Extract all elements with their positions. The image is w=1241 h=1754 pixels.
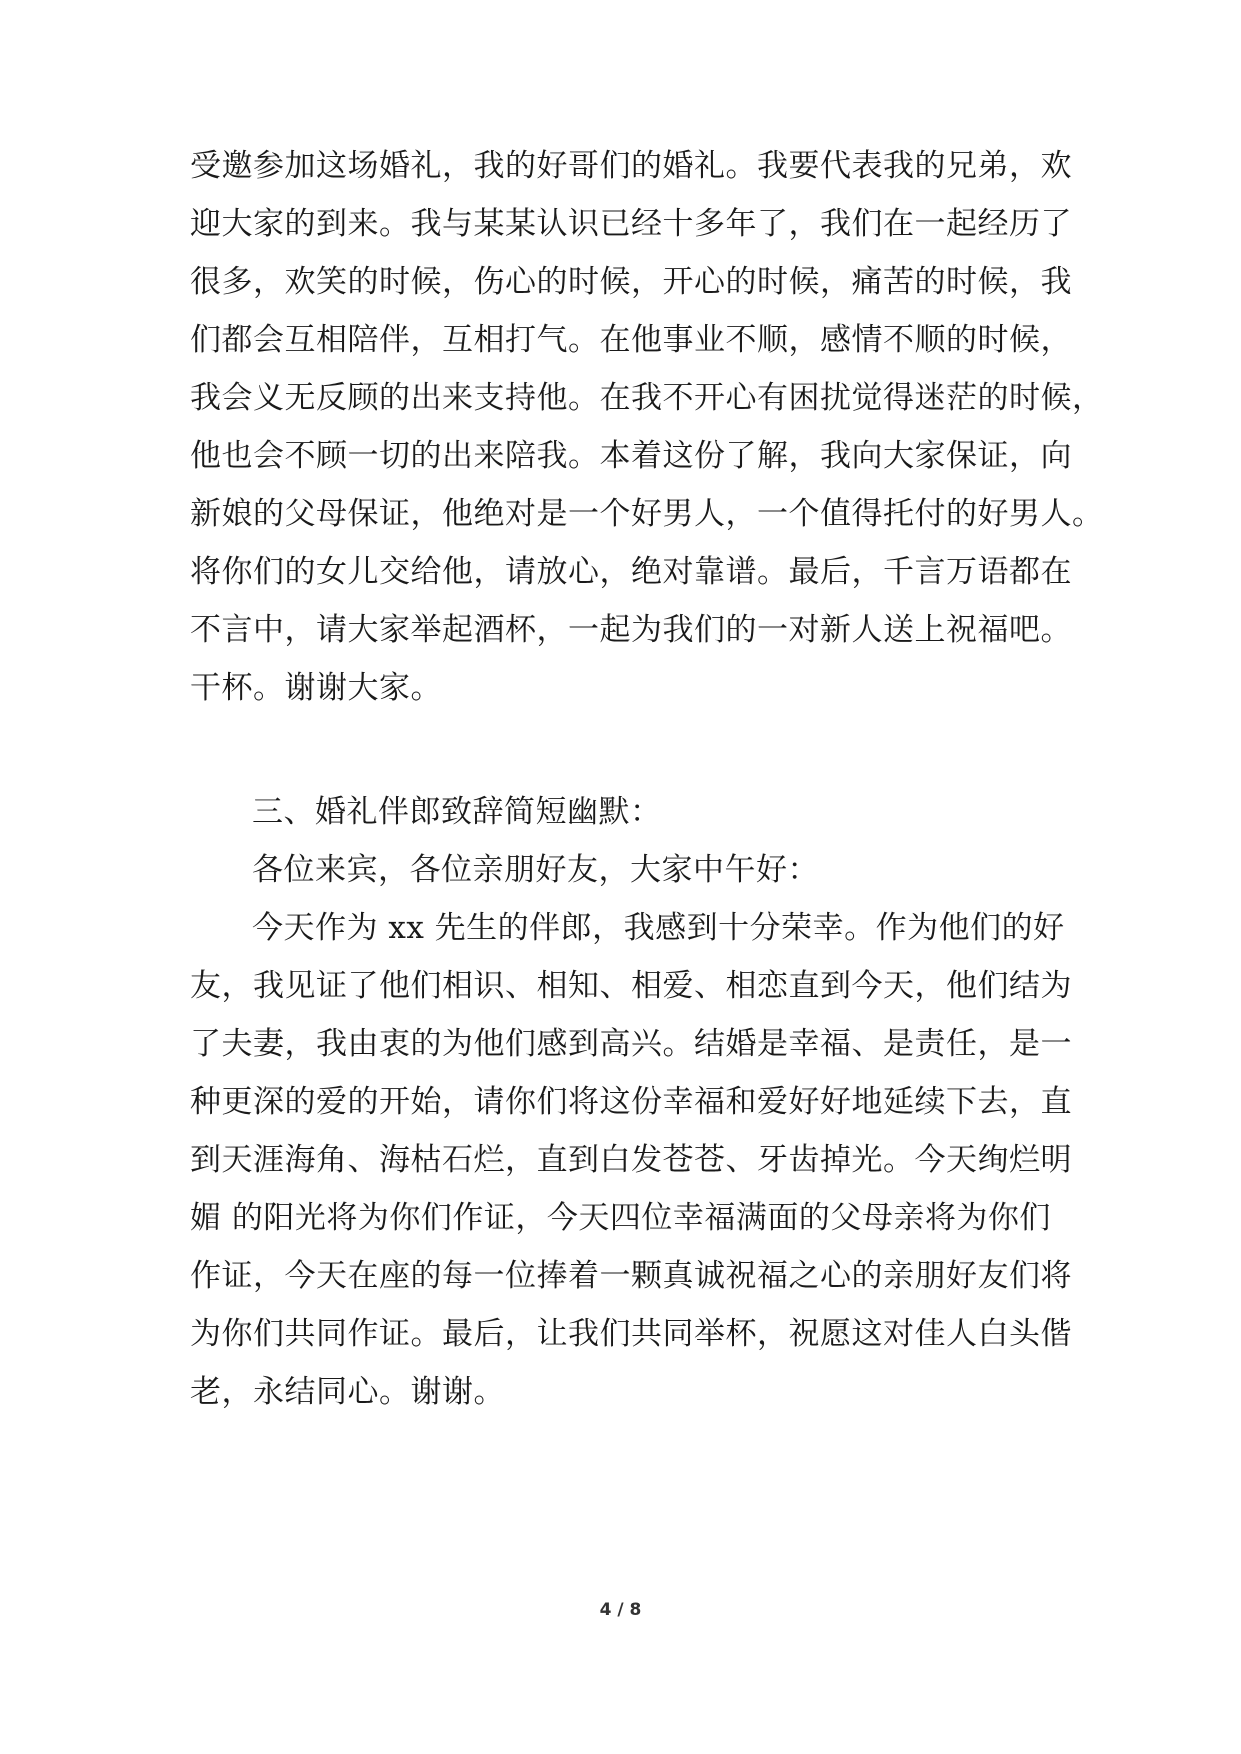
text-line: 新娘的父母保证，他绝对是一个好男人，一个值得托付的好男人。 bbox=[190, 496, 1104, 532]
section-heading: 三、婚礼伴郎致辞简短幽默： bbox=[252, 794, 662, 830]
text-line: 受邀参加这场婚礼，我的好哥们的婚礼。我要代表我的兄弟，欢 bbox=[190, 148, 1072, 184]
text-line: 不言中，请大家举起酒杯，一起为我们的一对新人送上祝福吧。 bbox=[190, 612, 1072, 648]
text-line: 种更深的爱的开始，请你们将这份幸福和爱好好地延续下去，直 bbox=[190, 1084, 1072, 1120]
text-line: 友，我见证了他们相识、相知、相爱、相恋直到今天，他们结为 bbox=[190, 968, 1072, 1004]
text-line: 很多，欢笑的时候，伤心的时候，开心的时候，痛苦的时候，我 bbox=[190, 264, 1072, 300]
text-line: 他也会不顾一切的出来陪我。本着这份了解，我向大家保证，向 bbox=[190, 438, 1072, 474]
text-line: 今天作为 xx 先生的伴郎，我感到十分荣幸。作为他们的好 bbox=[252, 910, 1065, 946]
text-line: 了夫妻，我由衷的为他们感到高兴。结婚是幸福、是责任，是一 bbox=[190, 1026, 1072, 1062]
text-line: 为你们共同作证。最后，让我们共同举杯，祝愿这对佳人白头偕 bbox=[190, 1316, 1072, 1352]
text-line: 们都会互相陪伴，互相打气。在他事业不顺，感情不顺的时候， bbox=[190, 322, 1072, 358]
text-line: 将你们的女儿交给他，请放心，绝对靠谱。最后，千言万语都在 bbox=[190, 554, 1072, 590]
text-line: 老，永结同心。谢谢。 bbox=[190, 1374, 505, 1410]
page-number: 4 / 8 bbox=[599, 1600, 642, 1620]
text-line: 作证，今天在座的每一位捧着一颗真诚祝福之心的亲朋好友们将 bbox=[190, 1258, 1072, 1294]
text-line: 到天涯海角、海枯石烂，直到白发苍苍、牙齿掉光。今天绚烂明 bbox=[190, 1142, 1072, 1178]
text-line: 干杯。谢谢大家。 bbox=[190, 670, 442, 706]
greeting: 各位来宾，各位亲朋好友，大家中午好： bbox=[252, 852, 819, 888]
text-line: 我会义无反顾的出来支持他。在我不开心有困扰觉得迷茫的时候， bbox=[190, 380, 1104, 416]
text-line: 迎大家的到来。我与某某认识已经十多年了，我们在一起经历了 bbox=[190, 206, 1072, 242]
text-line: 媚 的阳光将为你们作证，今天四位幸福满面的父母亲将为你们 bbox=[190, 1200, 1051, 1236]
